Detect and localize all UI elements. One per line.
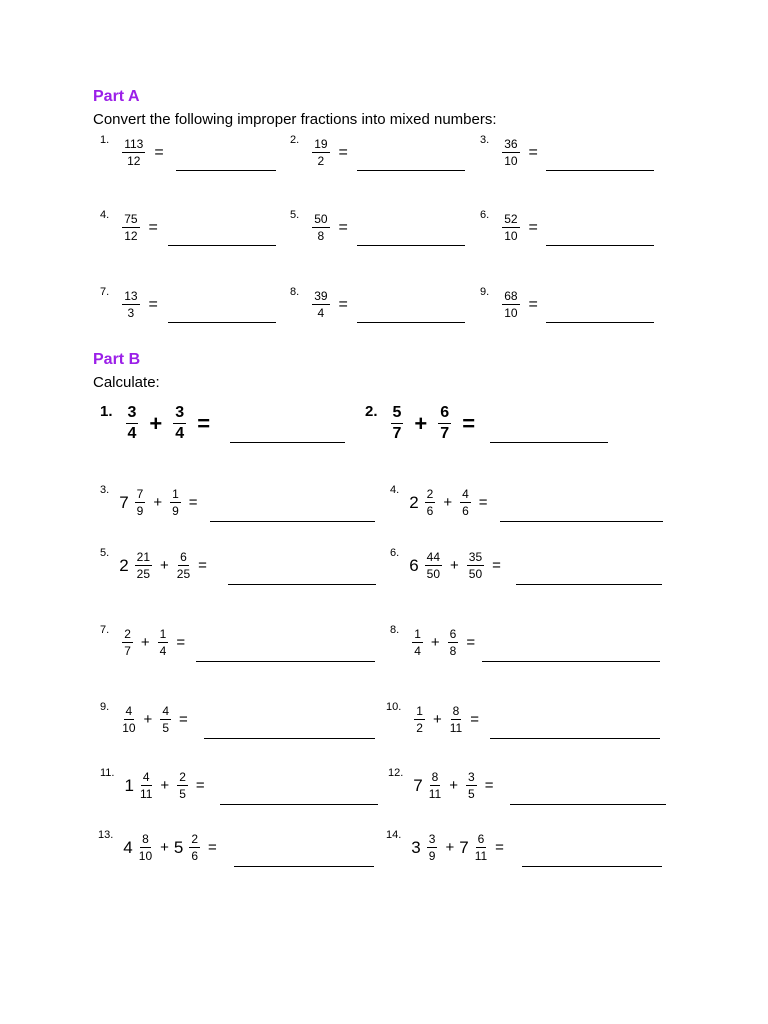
fraction — [412, 628, 423, 657]
plus-sign: + — [430, 634, 440, 651]
equals-sign: = — [148, 295, 158, 313]
plus-sign: + — [140, 634, 150, 651]
whole-number: 7 — [119, 492, 129, 512]
denominator: 3 — [127, 306, 135, 320]
fraction — [427, 833, 438, 862]
whole-number: 7 — [413, 775, 423, 795]
numerator: 36 — [504, 137, 518, 151]
answer-line[interactable] — [168, 322, 276, 323]
plus-sign: + — [143, 711, 153, 728]
fraction — [170, 488, 181, 517]
answer-line[interactable] — [176, 170, 276, 171]
problem-number: 4. — [390, 484, 400, 496]
numerator: 3 — [468, 770, 475, 784]
answer-line[interactable] — [482, 661, 660, 662]
problem-number: 7. — [100, 286, 110, 298]
denominator: 9 — [136, 504, 144, 518]
part-b-problem-9 — [100, 701, 193, 735]
answer-line[interactable] — [234, 866, 374, 867]
plus-sign: + — [160, 839, 169, 856]
numerator: 1 — [172, 487, 179, 501]
fraction — [122, 705, 135, 734]
fraction — [135, 551, 152, 580]
part-a-problem-1 — [100, 134, 170, 168]
numerator: 44 — [426, 550, 441, 564]
equals-sign: = — [484, 777, 494, 794]
denominator: 4 — [159, 644, 167, 658]
equals-sign: = — [154, 143, 164, 161]
problem-number: 9. — [480, 286, 490, 298]
numerator: 6 — [438, 405, 451, 424]
whole-number: 4 — [123, 837, 133, 857]
fraction — [414, 705, 425, 734]
numerator: 1 — [416, 704, 423, 718]
plus-sign: + — [445, 839, 455, 856]
whole-number: 1 — [124, 775, 134, 795]
problem-number: 9. — [100, 701, 110, 713]
fraction — [160, 705, 171, 734]
numerator: 4 — [162, 704, 169, 718]
part-b-problem-12 — [388, 767, 498, 801]
denominator: 10 — [504, 306, 518, 320]
answer-line[interactable] — [516, 584, 662, 585]
fraction — [448, 628, 459, 657]
answer-line[interactable] — [546, 322, 654, 323]
fraction — [425, 488, 436, 517]
equals-sign: = — [198, 557, 207, 574]
part-a-problem-4 — [100, 209, 164, 243]
plus-sign: + — [432, 711, 442, 728]
answer-line[interactable] — [210, 521, 375, 522]
part-b-problem-10 — [386, 701, 484, 735]
fraction — [122, 138, 145, 167]
problem-number: 1. — [100, 403, 113, 420]
equals-sign: = — [470, 711, 479, 728]
part-b-title: Part B — [93, 351, 141, 368]
answer-line[interactable] — [357, 245, 465, 246]
equals-sign: = — [338, 218, 348, 236]
fraction — [189, 833, 200, 862]
problem-number: 12. — [388, 767, 404, 779]
numerator: 21 — [136, 550, 151, 564]
part-a-problem-6 — [480, 209, 544, 243]
whole-number: 3 — [411, 837, 421, 857]
fraction — [502, 213, 519, 242]
denominator: 5 — [179, 787, 186, 801]
equals-sign: = — [176, 634, 186, 651]
fraction — [122, 290, 139, 319]
denominator: 5 — [468, 787, 475, 801]
answer-line[interactable] — [228, 584, 376, 585]
fraction — [429, 771, 441, 800]
fraction — [177, 551, 190, 580]
numerator: 4 — [125, 704, 133, 718]
numerator: 5 — [391, 405, 404, 424]
denominator: 10 — [138, 849, 153, 863]
equals-sign: = — [197, 410, 211, 436]
problem-number: 3. — [480, 134, 490, 146]
problem-number: 6. — [390, 547, 400, 559]
equals-sign: = — [466, 634, 476, 651]
answer-line[interactable] — [357, 170, 465, 171]
equals-sign: = — [528, 295, 538, 313]
numerator: 3 — [126, 405, 139, 424]
plus-sign: + — [153, 494, 163, 511]
fraction — [450, 705, 462, 734]
part-a-problem-7 — [100, 286, 164, 320]
fraction — [391, 405, 404, 442]
denominator: 2 — [317, 154, 325, 168]
equals-sign: = — [462, 410, 476, 436]
fraction — [438, 405, 451, 442]
equals-sign: = — [208, 839, 217, 856]
plus-sign: + — [160, 777, 170, 794]
part-b-problem-11 — [100, 767, 210, 801]
fraction — [425, 551, 442, 580]
numerator: 50 — [314, 212, 328, 226]
denominator: 7 — [392, 425, 402, 442]
numerator: 4 — [142, 770, 150, 784]
problem-number: 2. — [365, 403, 378, 420]
numerator: 6 — [180, 550, 187, 564]
problem-number: 2. — [290, 134, 300, 146]
part-b-instruction: Calculate: — [93, 374, 160, 391]
equals-sign: = — [528, 143, 538, 161]
answer-line[interactable] — [522, 866, 662, 867]
denominator: 25 — [136, 567, 151, 581]
fraction — [312, 290, 329, 319]
problem-number: 7. — [100, 624, 110, 636]
denominator: 8 — [449, 644, 457, 658]
fraction — [502, 290, 519, 319]
numerator: 39 — [314, 289, 328, 303]
denominator: 4 — [317, 306, 325, 320]
fraction — [312, 138, 329, 167]
denominator: 7 — [440, 425, 450, 442]
denominator: 6 — [462, 504, 469, 518]
denominator: 8 — [317, 229, 325, 243]
problem-number: 5. — [100, 547, 110, 559]
numerator: 8 — [142, 832, 149, 846]
numerator: 2 — [124, 627, 131, 641]
denominator: 4 — [414, 644, 421, 658]
denominator: 12 — [127, 154, 141, 168]
problem-number: 3. — [100, 484, 110, 496]
problem-number: 1. — [100, 134, 110, 146]
plus-sign: + — [450, 557, 459, 574]
answer-line[interactable] — [230, 442, 345, 443]
denominator: 25 — [176, 567, 191, 581]
fraction — [122, 628, 133, 657]
part-b-problem-6 — [390, 547, 506, 581]
part-b-problem-3 — [100, 484, 203, 518]
answer-line[interactable] — [490, 442, 608, 443]
plus-sign: + — [414, 410, 428, 436]
problem-number: 6. — [480, 209, 490, 221]
numerator: 6 — [477, 832, 485, 846]
denominator: 10 — [122, 721, 136, 735]
denominator: 11 — [449, 721, 463, 735]
answer-line[interactable] — [490, 738, 660, 739]
answer-line[interactable] — [510, 804, 666, 805]
equals-sign: = — [478, 494, 488, 511]
numerator: 68 — [504, 289, 518, 303]
denominator: 9 — [172, 504, 179, 518]
denominator: 9 — [428, 849, 436, 863]
denominator: 5 — [162, 721, 169, 735]
plus-sign: + — [449, 777, 458, 794]
denominator: 7 — [124, 644, 131, 658]
denominator: 11 — [474, 849, 488, 863]
numerator: 4 — [462, 487, 469, 501]
answer-line[interactable] — [204, 738, 375, 739]
answer-line[interactable] — [196, 661, 375, 662]
denominator: 4 — [175, 425, 185, 442]
equals-sign: = — [188, 494, 198, 511]
part-b-problem-1 — [100, 405, 218, 442]
numerator: 35 — [468, 550, 483, 564]
fraction — [467, 551, 484, 580]
numerator: 7 — [136, 487, 144, 501]
whole-number: 6 — [409, 555, 419, 575]
fraction — [135, 488, 146, 517]
whole-number: 2 — [119, 555, 129, 575]
numerator: 3 — [173, 405, 186, 424]
numerator: 19 — [314, 137, 328, 151]
equals-sign: = — [148, 218, 158, 236]
denominator: 11 — [428, 787, 442, 801]
part-b-problem-14 — [386, 829, 509, 863]
problem-number: 10. — [386, 701, 402, 713]
denominator: 12 — [124, 229, 138, 243]
equals-sign: = — [492, 557, 501, 574]
equals-sign: = — [195, 777, 205, 794]
problem-number: 5. — [290, 209, 300, 221]
part-a-problem-2 — [290, 134, 354, 168]
part-b-problem-7 — [100, 624, 190, 658]
problem-number: 13. — [98, 829, 114, 841]
numerator: 113 — [124, 137, 144, 151]
equals-sign: = — [338, 295, 348, 313]
denominator: 6 — [426, 504, 434, 518]
fraction — [126, 405, 139, 442]
part-a-problem-3 — [480, 134, 544, 168]
numerator: 1 — [159, 627, 167, 641]
answer-line[interactable] — [357, 322, 465, 323]
numerator: 8 — [431, 770, 439, 784]
denominator: 11 — [139, 787, 153, 801]
part-a-problem-8 — [290, 286, 354, 320]
denominator: 6 — [191, 849, 199, 863]
problem-number: 11. — [100, 767, 115, 779]
numerator: 1 — [414, 627, 421, 641]
part-a-title: Part A — [93, 88, 140, 105]
fraction — [466, 771, 477, 800]
denominator: 4 — [127, 425, 137, 442]
part-a-problem-5 — [290, 209, 354, 243]
fraction — [177, 771, 188, 800]
denominator: 50 — [426, 567, 441, 581]
answer-line[interactable] — [500, 521, 663, 522]
numerator: 6 — [449, 627, 457, 641]
answer-line[interactable] — [220, 804, 378, 805]
answer-line[interactable] — [546, 170, 654, 171]
fraction — [139, 833, 152, 862]
plus-sign: + — [443, 494, 453, 511]
plus-sign: + — [149, 410, 163, 436]
whole-number: 7 — [459, 837, 469, 857]
fraction — [140, 771, 152, 800]
numerator: 2 — [426, 487, 434, 501]
fraction — [475, 833, 487, 862]
equals-sign: = — [179, 711, 188, 728]
denominator: 10 — [504, 154, 518, 168]
denominator: 10 — [504, 229, 518, 243]
numerator: 75 — [124, 212, 138, 226]
part-b-problem-4 — [390, 484, 493, 518]
fraction — [460, 488, 471, 517]
fraction — [173, 405, 186, 442]
part-b-problem-2 — [365, 405, 483, 442]
numerator: 2 — [191, 832, 199, 846]
numerator: 2 — [179, 770, 186, 784]
part-a-instruction: Convert the following improper fractions into mixed numbers: — [93, 111, 497, 128]
part-a-problem-9 — [480, 286, 544, 320]
part-b-problem-5 — [100, 547, 212, 581]
fraction — [312, 213, 329, 242]
equals-sign: = — [495, 839, 504, 856]
whole-number: 5 — [173, 837, 184, 857]
answer-line[interactable] — [546, 245, 654, 246]
problem-number: 8. — [290, 286, 300, 298]
numerator: 52 — [504, 212, 518, 226]
problem-number: 14. — [386, 829, 402, 841]
part-b-problem-13 — [98, 829, 222, 863]
equals-sign: = — [338, 143, 348, 161]
fraction — [122, 213, 139, 242]
denominator: 2 — [416, 721, 423, 735]
numerator: 13 — [124, 289, 138, 303]
fraction — [158, 628, 169, 657]
plus-sign: + — [160, 557, 169, 574]
answer-line[interactable] — [168, 245, 276, 246]
equals-sign: = — [528, 218, 538, 236]
problem-number: 4. — [100, 209, 110, 221]
numerator: 3 — [428, 832, 436, 846]
whole-number: 2 — [409, 492, 419, 512]
fraction — [502, 138, 519, 167]
part-b-problem-8 — [390, 624, 480, 658]
problem-number: 8. — [390, 624, 400, 636]
denominator: 50 — [468, 567, 483, 581]
numerator: 8 — [452, 704, 460, 718]
